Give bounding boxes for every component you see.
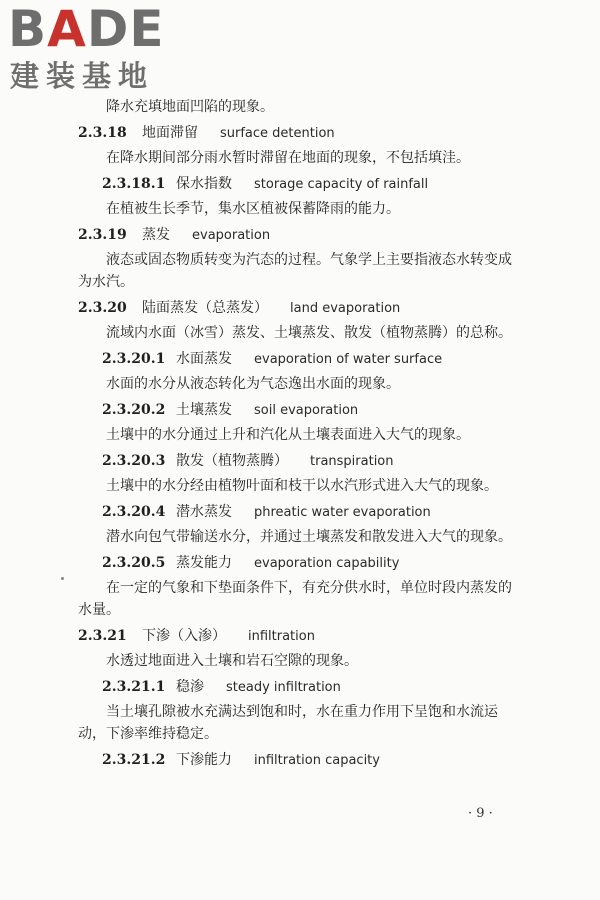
term-chinese: 地面滞留 (142, 125, 198, 141)
term-number: 2.3.20.1 (102, 351, 166, 367)
term-definition: 在植被生长季节，集水区植被保蓄降雨的能力。 (106, 201, 400, 217)
term-entry (78, 124, 518, 169)
term-chinese: 蒸发 (142, 227, 170, 243)
term-number: 2.3.19 (78, 227, 127, 243)
term-chinese: 土壤蒸发 (176, 402, 232, 418)
bade-logo (8, 0, 178, 93)
term-heading (78, 627, 518, 646)
term-heading (78, 503, 518, 522)
term-definition: 潜水向包气带输送水分，并通过土壤蒸发和散发进入大气的现象。 (106, 529, 512, 545)
term-number: 2.3.20 (78, 300, 127, 316)
term-number: 2.3.21.2 (102, 752, 166, 768)
term-english: phreatic water evaporation (254, 505, 431, 520)
term-entry (78, 678, 518, 745)
term-heading (78, 678, 518, 697)
term-chinese: 潜水蒸发 (176, 504, 232, 520)
term-english: soil evaporation (254, 403, 359, 418)
term-chinese: 下渗（入渗） (142, 628, 226, 644)
term-heading (78, 401, 518, 420)
term-english: evaporation (192, 228, 271, 243)
term-chinese: 保水指数 (176, 176, 232, 192)
term-english: storage capacity of rainfall (254, 177, 429, 192)
document-body (78, 96, 518, 770)
term-entry (78, 175, 518, 220)
term-heading (78, 124, 518, 143)
term-entries (78, 124, 518, 770)
term-english: infiltration capacity (254, 753, 380, 768)
logo-subtitle: 建装基地 (10, 59, 155, 93)
scan-dot-mark (61, 577, 64, 580)
term-definition: 土壤中的水分通过上升和汽化从土壤表面进入大气的现象。 (106, 427, 470, 443)
term-number: 2.3.21 (78, 628, 127, 644)
term-definition: 液态或固态物质转变为汽态的过程。气象学上主要指液态水转变成为水汽。 (78, 252, 512, 290)
term-chinese: 水面蒸发 (176, 351, 232, 367)
term-entry (78, 751, 518, 770)
logo-accent-letter: A (47, 0, 87, 58)
term-definition: 当土壤孔隙被水充满达到饱和时，水在重力作用下呈饱和水流运动，下渗率维持稳定。 (78, 704, 498, 742)
term-heading (78, 751, 518, 770)
term-english: land evaporation (290, 301, 401, 316)
term-entry (78, 401, 518, 446)
term-entry (78, 350, 518, 395)
term-number: 2.3.21.1 (102, 679, 166, 695)
term-chinese: 散发（植物蒸腾） (176, 453, 288, 469)
term-heading (78, 554, 518, 573)
term-chinese: 下渗能力 (176, 752, 232, 768)
term-heading (78, 299, 518, 318)
term-definition: 水面的水分从液态转化为气态逸出水面的现象。 (106, 376, 400, 392)
term-entry (78, 226, 518, 293)
term-number: 2.3.18 (78, 125, 127, 141)
term-number: 2.3.18.1 (102, 176, 166, 192)
continued-definition: 降水充填地面凹陷的现象。 (106, 99, 274, 115)
term-chinese: 稳渗 (176, 679, 204, 695)
term-heading (78, 350, 518, 369)
term-entry (78, 627, 518, 672)
logo-wordmark: BADE (8, 0, 165, 58)
term-english: surface detention (220, 126, 335, 141)
term-definition: 流域内水面（冰雪）蒸发、土壤蒸发、散发（植物蒸腾）的总称。 (106, 325, 512, 341)
term-english: infiltration (248, 629, 315, 644)
term-definition: 在降水期间部分雨水暂时滞留在地面的现象，不包括填洼。 (106, 150, 470, 166)
term-english: steady infiltration (226, 680, 341, 695)
term-number: 2.3.20.3 (102, 453, 166, 469)
term-definition: 土壤中的水分经由植物叶面和枝干以水汽形式进入大气的现象。 (106, 478, 498, 494)
term-english: evaporation capability (254, 556, 400, 571)
term-english: evaporation of water surface (254, 352, 443, 367)
term-entry (78, 299, 518, 344)
term-number: 2.3.20.4 (102, 504, 166, 520)
term-number: 2.3.20.2 (102, 402, 166, 418)
term-chinese: 蒸发能力 (176, 555, 232, 571)
term-chinese: 陆面蒸发（总蒸发） (142, 300, 268, 316)
term-english: transpiration (310, 454, 394, 469)
term-heading (78, 226, 518, 245)
term-entry (78, 503, 518, 548)
term-definition: 在一定的气象和下垫面条件下，有充分供水时，单位时段内蒸发的水量。 (78, 580, 512, 618)
term-heading (78, 452, 518, 471)
term-entry (78, 452, 518, 497)
term-number: 2.3.20.5 (102, 555, 166, 571)
page-number: · 9 · (468, 806, 493, 821)
term-entry (78, 554, 518, 621)
term-heading (78, 175, 518, 194)
term-definition: 水透过地面进入土壤和岩石空隙的现象。 (106, 653, 358, 669)
